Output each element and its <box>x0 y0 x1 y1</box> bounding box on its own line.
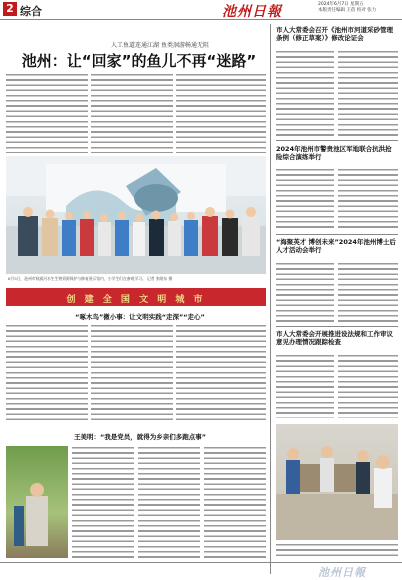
right-divider-2 <box>276 234 398 235</box>
civ-1-body-col-1 <box>6 324 88 424</box>
lead-body-col-3 <box>176 73 266 153</box>
section-number: 2 <box>3 2 17 16</box>
lead-headline: 池州：让“回家”的鱼儿不再“迷路” <box>21 52 257 70</box>
right-4-body-col-1 <box>276 354 334 418</box>
meeting-room-photo <box>276 424 398 540</box>
section-name: 综合 <box>20 5 42 18</box>
civ-2-body-col-2 <box>138 446 200 558</box>
right-photo-caption <box>276 543 398 557</box>
right-2-body-col-2 <box>338 168 398 230</box>
footer-rule <box>0 562 402 563</box>
right-3-body-col-1 <box>276 262 334 322</box>
right-1-body-col-2 <box>338 50 398 136</box>
civ-2-body-col-1 <box>72 446 134 558</box>
right-story-3-title: “海聚英才 博创未来”2024年池州博士后人才活动会举行 <box>276 238 396 254</box>
civ-2-body-col-3 <box>204 446 266 558</box>
editor-line: 本版责任编辑 王蓓 校对 张力 <box>318 8 377 13</box>
right-story-1-title: 市人大常委会召开《池州市河道采砂管理条例（修正草案）》修改论证会 <box>276 26 393 42</box>
lead-body-col-1 <box>6 73 88 153</box>
right-1-body-col-1 <box>276 50 334 136</box>
civilization-band <box>6 288 266 306</box>
civilization-band-text: 创 建 全 国 文 明 城 市 <box>66 295 206 305</box>
issue-date: 2024年6月7日 星期五 <box>318 2 364 7</box>
lead-kicker: 人工鱼道连通江湖 鱼类洄游畅通无阻 <box>111 42 209 49</box>
right-4-body-col-2 <box>338 354 398 418</box>
photo-credit: 记者 张晓东 摄 <box>146 276 173 281</box>
lead-body-col-2 <box>91 73 173 153</box>
civ-2-photo <box>6 446 68 558</box>
right-divider-1 <box>276 140 398 141</box>
header-date <box>318 2 398 14</box>
right-story-4-title: 市人大常委会开展推进设法规和工作审议意见办理情况跟踪检查 <box>276 330 393 346</box>
caption-text: 6月5日，池州市秋浦河水生生物资源保护与修复展示馆内，小学生们在参观学习。 <box>8 276 146 281</box>
civ-1-body-col-2 <box>91 324 173 424</box>
civ-story-2-title: 王美明：“我是党员，就得为乡亲们多跑点事” <box>73 433 207 441</box>
civ-1-body-col-3 <box>176 324 266 424</box>
civ-story-1-title: “啄木鸟”微小事：让文明实践“走深”“走心” <box>75 313 205 321</box>
newspaper-logo: 池州日報 <box>222 4 282 20</box>
village-photo <box>6 446 68 558</box>
lead-photo <box>6 156 266 274</box>
column-divider <box>270 24 271 574</box>
lead-photo-caption <box>8 276 266 281</box>
footer-logo: 池州日報 <box>318 566 366 579</box>
exhibition-hall-photo <box>6 156 266 274</box>
right-story-2-title: 2024年池州市警贵池区军地联合抗洪抢险综合演练举行 <box>276 145 392 161</box>
right-2-body-col-1 <box>276 168 334 230</box>
right-3-body-col-2 <box>338 262 398 322</box>
right-photo <box>276 424 398 540</box>
right-divider-3 <box>276 326 398 327</box>
